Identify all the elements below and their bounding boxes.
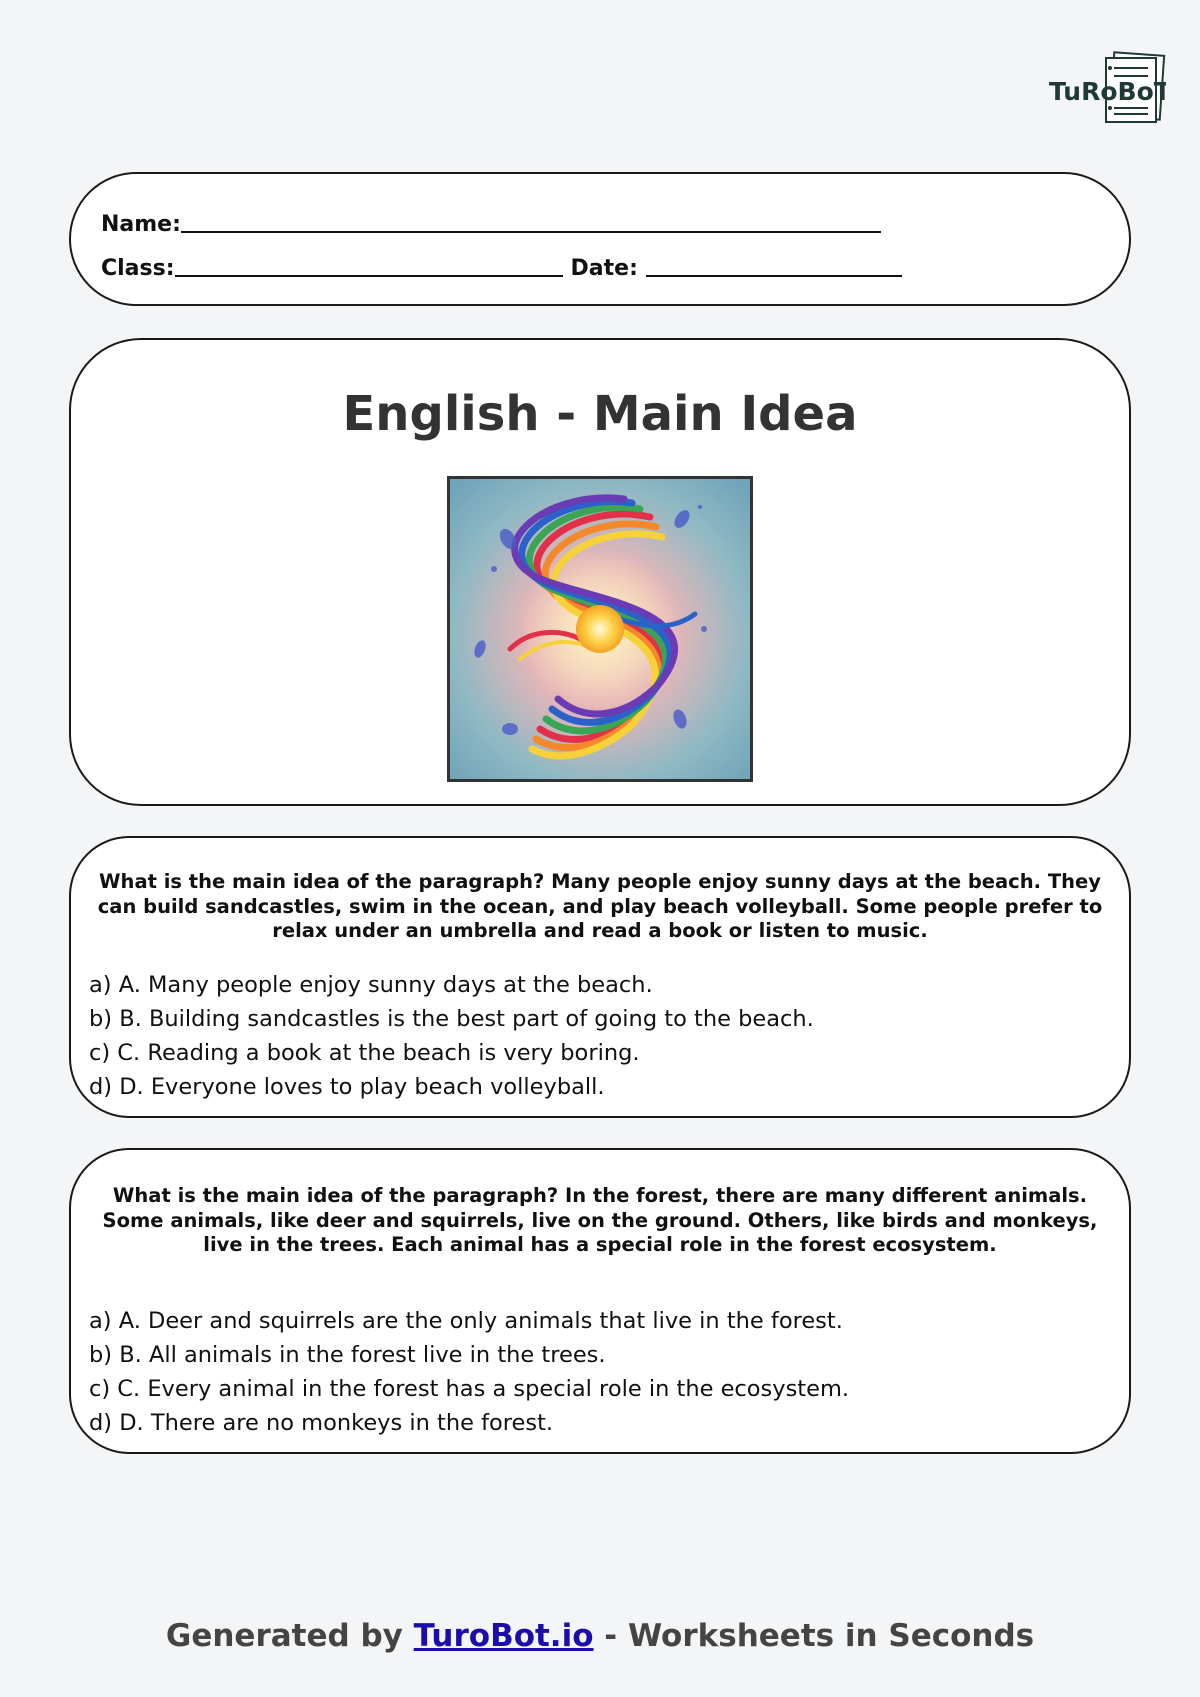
name-field[interactable]	[181, 231, 881, 233]
footer	[0, 1618, 1200, 1654]
student-info-card	[69, 172, 1131, 306]
class-date-row	[101, 256, 902, 281]
question-card-2	[69, 1148, 1131, 1454]
footer-prefix: Generated by	[165, 1618, 414, 1654]
turobot-link[interactable]: TuroBot.io	[413, 1618, 594, 1654]
question-1-option-d[interactable]: d) D. Everyone loves to play beach volleyball.	[89, 1074, 605, 1100]
question-2-option-a[interactable]: a) A. Deer and squirrels are the only animals that live in the forest.	[89, 1308, 843, 1334]
question-2-option-c[interactable]: c) C. Every animal in the forest has a special role in the ecosystem.	[89, 1376, 850, 1402]
title-card	[69, 338, 1131, 806]
footer-suffix: - Worksheets in Seconds	[593, 1618, 1035, 1654]
question-2-options	[89, 1304, 1113, 1440]
logo-wordmark: TuRoBoT	[1049, 77, 1166, 106]
question-2-option-b[interactable]: b) B. All animals in the forest live in the trees.	[89, 1342, 606, 1368]
question-card-1	[69, 836, 1131, 1118]
class-label: Class:	[101, 256, 175, 281]
name-row	[101, 212, 881, 237]
name-label: Name:	[101, 212, 181, 237]
question-2-prompt: What is the main idea of the paragraph? In the forest, there are many different animals. Some animals, like deer and squirrels, live on the ground. Others, like birds and monkeys, live in the trees. Each animal has a special role in the forest ecosystem.	[102, 1184, 1098, 1256]
question-1-option-c[interactable]: c) C. Reading a book at the beach is very boring.	[89, 1040, 640, 1066]
date-field[interactable]	[646, 275, 902, 277]
question-1-options	[89, 968, 1113, 1104]
rainbow-ribbon-swirl-illustration	[447, 476, 753, 782]
turobot-logo	[1046, 50, 1166, 136]
date-label: Date:	[570, 256, 638, 281]
class-field[interactable]	[175, 275, 563, 277]
worksheet-title: English - Main Idea	[342, 386, 858, 442]
question-1-option-a[interactable]: a) A. Many people enjoy sunny days at the beach.	[89, 972, 653, 998]
question-1-prompt: What is the main idea of the paragraph? Many people enjoy sunny days at the beach. They can build sandcastles, swim in the ocean, and play beach volleyball. Some people prefer to relax under an umbrella and read a book or listen to music.	[97, 870, 1103, 942]
question-2-option-d[interactable]: d) D. There are no monkeys in the forest.	[89, 1410, 554, 1436]
question-1-option-b[interactable]: b) B. Building sandcastles is the best part of going to the beach.	[89, 1006, 814, 1032]
